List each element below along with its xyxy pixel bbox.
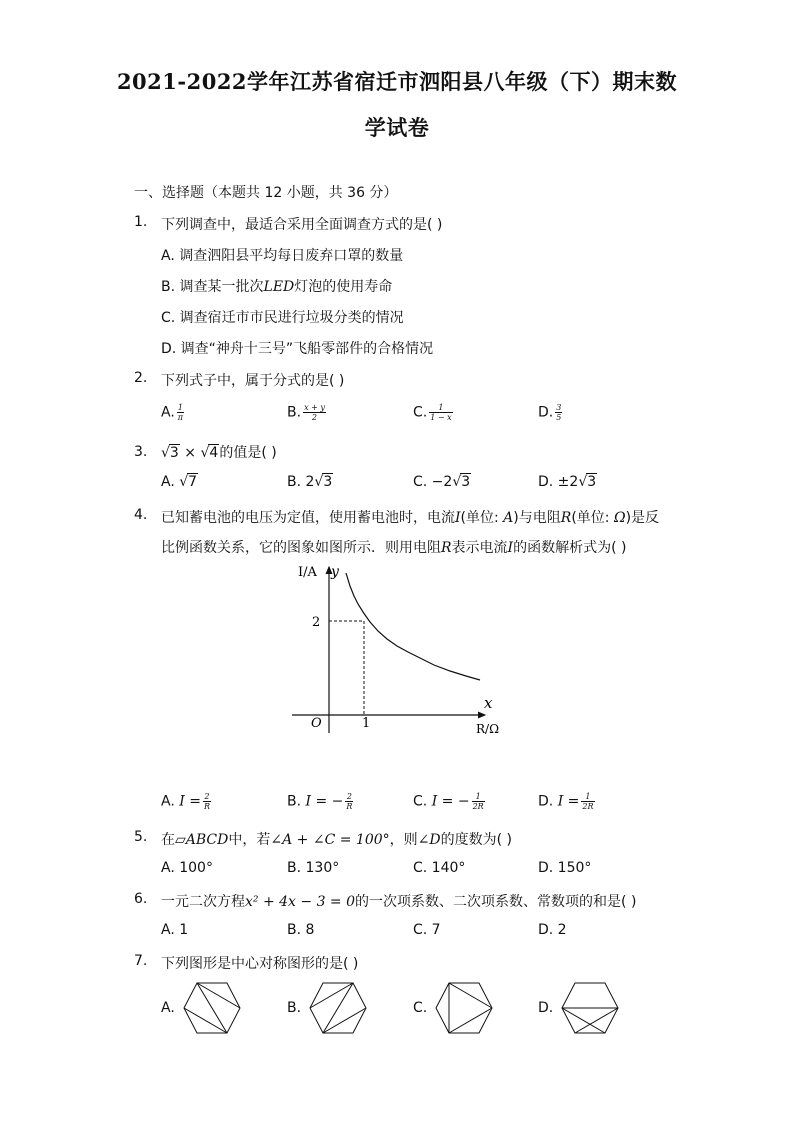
- page-title-line1: 2021-2022学年江苏省宿迁市泗阳县八年级（下）期末数: [116, 69, 678, 94]
- q1-option-c: C. 调查宿迁市市民进行垃圾分类的情况: [161, 310, 404, 326]
- q6-stem: 一元二次方程x² + 4x − 3 = 0的一次项系数、二次项系数、常数项的和是( ): [161, 894, 637, 910]
- q2-stem: 下列式子中，属于分式的是( ): [161, 373, 345, 389]
- q6-option-b: B. 8: [287, 922, 315, 938]
- q3-option-a: A. √7: [161, 474, 198, 490]
- q2-option-d: D. $\frac{3}{5}$: [538, 403, 562, 422]
- hexagon-figure-c: [434, 980, 494, 1036]
- q2-option-c: C. $\frac{1}{1 - x}$: [413, 403, 452, 422]
- q7-option-d-label: D.: [538, 1000, 554, 1016]
- q4-stem-line2: 比例函数关系，它的图象如图所示．则用电阻R表示电流I的函数解析式为( ): [161, 540, 627, 556]
- q4-option-c: C. I = − $\frac{1}{2R}$: [413, 792, 484, 811]
- q2-option-b: B. $\frac{x + y}{2}$: [287, 403, 325, 422]
- q3-option-d: D. ±2√3: [538, 474, 597, 490]
- q5-option-d: D. 150°: [538, 860, 592, 876]
- page-title-line2: 学试卷: [364, 115, 430, 140]
- q6-option-d: D. 2: [538, 922, 567, 938]
- q1-option-d: D. 调查“神舟十三号”飞船零部件的合格情况: [161, 341, 434, 357]
- q1-option-b: B. 调查某一批次LED灯泡的使用寿命: [161, 279, 393, 295]
- q7-stem: 下列图形是中心对称图形的是( ): [161, 956, 359, 972]
- q7-number: 7.: [134, 953, 148, 969]
- q1-stem: 下列调查中，最适合采用全面调查方式的是( ): [161, 217, 443, 233]
- y-axis-label: I/A: [298, 565, 317, 580]
- q7-option-c-label: C.: [413, 1000, 428, 1016]
- q4-option-a: A. I = $\frac{2}{R}$: [161, 792, 210, 811]
- q1-number: 1.: [134, 214, 148, 230]
- y-variable: y: [331, 564, 339, 580]
- q3-number: 3.: [134, 444, 148, 460]
- q2-option-a: A. $\frac{1}{\pi}$: [161, 403, 184, 422]
- q2-number: 2.: [134, 370, 148, 386]
- q5-option-b: B. 130°: [287, 860, 340, 876]
- hexagon-figure-b: [308, 980, 368, 1036]
- q6-option-c: C. 7: [413, 922, 441, 938]
- q6-option-a: A. 1: [161, 922, 189, 938]
- x-tick-1: 1: [362, 716, 371, 731]
- inverse-proportion-graph: [282, 555, 512, 745]
- q4-option-d: D. I = $\frac{1}{2R}$: [538, 792, 594, 811]
- q6-number: 6.: [134, 891, 148, 907]
- section-heading: 一、选择题（本题共 12 小题，共 36 分）: [134, 185, 398, 201]
- q3-option-c: C. −2√3: [413, 474, 471, 490]
- hexagon-figure-a: [182, 980, 242, 1036]
- x-axis-label: R/Ω: [476, 722, 500, 736]
- x-variable: x: [484, 694, 493, 712]
- q7-option-b-label: B.: [287, 1000, 302, 1016]
- q4-option-b: B. I = − $\frac{2}{R}$: [287, 792, 353, 811]
- origin-label: O: [311, 716, 322, 731]
- q5-option-c: C. 140°: [413, 860, 466, 876]
- q5-number: 5.: [134, 829, 148, 845]
- q5-option-a: A. 100°: [161, 860, 213, 876]
- hyperbola-curve: [346, 573, 480, 680]
- hexagon-figure-d: [560, 980, 620, 1036]
- q3-stem: √3 × √4的值是( ): [161, 445, 277, 461]
- q7-option-a-label: A.: [161, 1000, 175, 1016]
- y-tick-2: 2: [312, 615, 321, 630]
- q3-option-b: B. 2√3: [287, 474, 333, 490]
- q4-number: 4.: [134, 507, 148, 523]
- q1-option-a: A. 调查泗阳县平均每日废弃口罩的数量: [161, 248, 404, 264]
- q5-stem: 在▱ABCD中，若∠A + ∠C = 100°，则∠D的度数为( ): [161, 832, 512, 848]
- q4-stem-line1: 已知蓄电池的电压为定值，使用蓄电池时，电流I(单位: A)与电阻R(单位: Ω)是反: [161, 510, 660, 526]
